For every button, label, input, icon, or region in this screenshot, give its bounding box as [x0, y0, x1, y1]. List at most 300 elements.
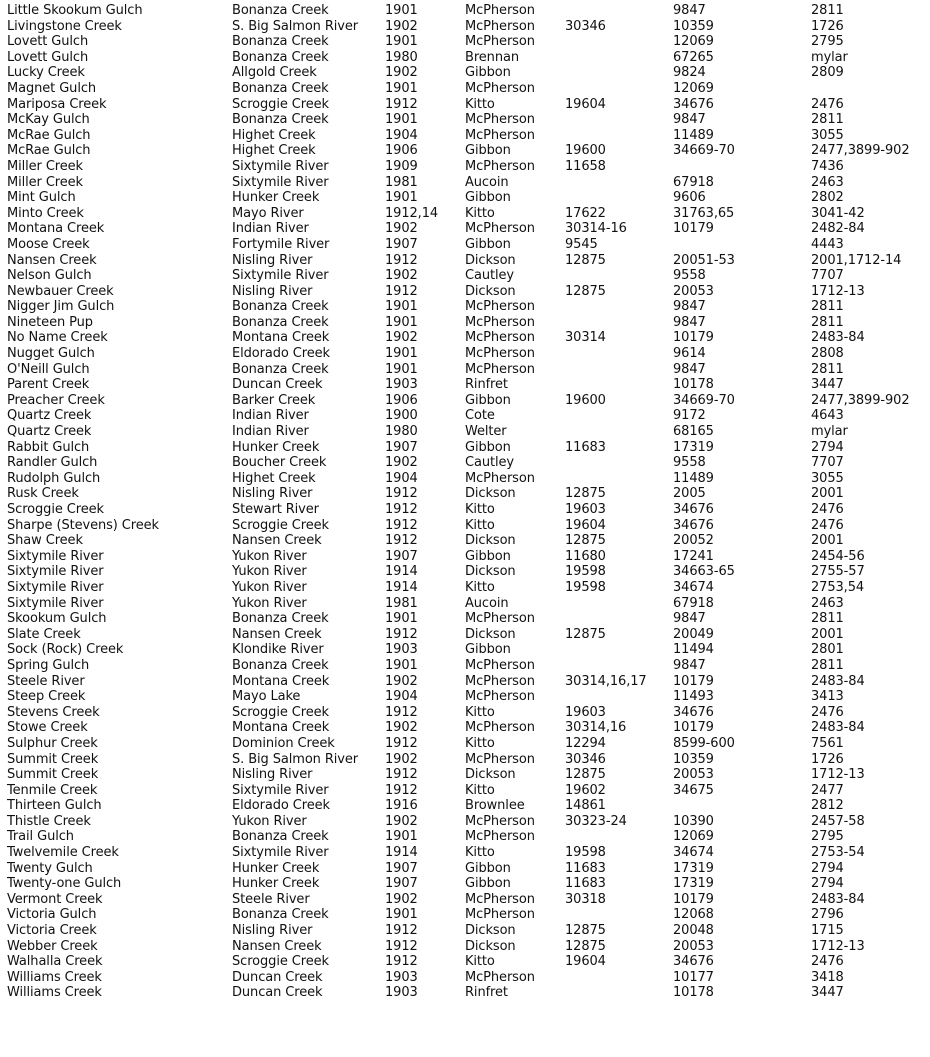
- surveyor-cell: Brennan: [465, 49, 519, 65]
- reference-c-cell: 1712-13: [811, 283, 865, 299]
- creek-name-cell: Sock (Rock) Creek: [7, 642, 124, 658]
- reference-a-cell: 19602: [565, 782, 606, 798]
- reference-b-cell: 17319: [673, 439, 714, 455]
- table-row: [0, 143, 930, 159]
- creek-name-cell: Parent Creek: [7, 377, 90, 393]
- table-row: [0, 486, 930, 502]
- reference-c-cell: 2483-84: [811, 720, 865, 736]
- year-cell: 1906: [385, 392, 418, 408]
- tributary-of-cell: Indian River: [232, 221, 309, 237]
- reference-c-cell: 2477,3899-902: [811, 143, 910, 159]
- surveyor-cell: Brownlee: [465, 798, 525, 814]
- table-row: [0, 159, 930, 175]
- table-row: [0, 518, 930, 534]
- table-row: [0, 752, 930, 768]
- year-cell: 1914: [385, 845, 418, 861]
- tributary-of-cell: Sixtymile River: [232, 845, 329, 861]
- table-row: [0, 705, 930, 721]
- year-cell: 1903: [385, 642, 418, 658]
- tributary-of-cell: Montana Creek: [232, 720, 330, 736]
- reference-b-cell: 10178: [673, 377, 714, 393]
- reference-a-cell: [565, 985, 673, 1001]
- reference-c-cell: mylar: [811, 424, 848, 440]
- tributary-of-cell: Yukon River: [232, 579, 307, 595]
- reference-b-cell: 9558: [673, 268, 706, 284]
- reference-b-cell: 12069: [673, 80, 714, 96]
- surveyor-cell: McPherson: [465, 221, 535, 237]
- creek-name-cell: Magnet Gulch: [7, 80, 97, 96]
- reference-b-cell: 12069: [673, 829, 714, 845]
- reference-c-cell: 2476: [811, 502, 844, 517]
- reference-a-cell: [565, 689, 673, 705]
- surveyor-cell: Welter: [465, 424, 507, 440]
- reference-a-cell: 14861: [565, 798, 606, 814]
- table-row: [0, 892, 930, 908]
- year-cell: 1912: [385, 735, 418, 751]
- table-row: [0, 175, 930, 191]
- surveyor-cell: Gibbon: [465, 642, 511, 658]
- creek-name-cell: Williams Creek: [7, 969, 102, 985]
- year-cell: 1902: [385, 891, 418, 907]
- table-row: [0, 533, 930, 549]
- table-row: [0, 580, 930, 596]
- reference-c-cell: 1726: [811, 751, 844, 767]
- surveyor-cell: McPherson: [465, 34, 535, 50]
- tributary-of-cell: Bonanza Creek: [232, 907, 329, 923]
- tributary-of-cell: Scroggie Creek: [232, 704, 329, 720]
- table-row: [0, 393, 930, 409]
- reference-a-cell: 19603: [565, 502, 606, 517]
- reference-a-cell: 19598: [565, 564, 606, 580]
- tributary-of-cell: Nisling River: [232, 767, 313, 783]
- creek-name-cell: Nineteen Pup: [7, 314, 93, 330]
- year-cell: 1902: [385, 330, 418, 346]
- reference-c-cell: 7561: [811, 735, 844, 751]
- reference-b-cell: 9847: [673, 361, 706, 377]
- table-row: [0, 362, 930, 378]
- reference-b-cell: 20051-53: [673, 252, 735, 268]
- tributary-of-cell: Yukon River: [232, 813, 307, 829]
- reference-c-cell: 2457-58: [811, 813, 865, 829]
- surveyor-cell: Cote: [465, 408, 495, 424]
- creek-name-cell: Little Skookum Gulch: [7, 3, 143, 18]
- reference-b-cell: 10179: [673, 891, 714, 907]
- surveyor-cell: Kitto: [465, 782, 495, 798]
- creek-name-cell: Stowe Creek: [7, 720, 88, 736]
- reference-c-cell: 2753-54: [811, 845, 865, 861]
- table-row: [0, 829, 930, 845]
- tributary-of-cell: Bonanza Creek: [232, 611, 329, 627]
- surveyor-cell: McPherson: [465, 299, 535, 315]
- creek-name-cell: Mint Gulch: [7, 190, 76, 206]
- reference-b-cell: 9847: [673, 3, 706, 18]
- year-cell: 1907: [385, 876, 418, 892]
- year-cell: 1901: [385, 657, 418, 673]
- reference-c-cell: 2463: [811, 174, 844, 190]
- surveyor-cell: McPherson: [465, 158, 535, 174]
- reference-b-cell: 67918: [673, 174, 714, 190]
- tributary-of-cell: Eldorado Creek: [232, 346, 330, 362]
- table-row: [0, 268, 930, 284]
- reference-b-cell: 9847: [673, 299, 706, 315]
- year-cell: 1912: [385, 283, 418, 299]
- year-cell: 1912: [385, 782, 418, 798]
- table-row: [0, 720, 930, 736]
- reference-c-cell: mylar: [811, 49, 848, 65]
- creek-name-cell: Sharpe (Stevens) Creek: [7, 517, 159, 533]
- surveyor-cell: McPherson: [465, 907, 535, 923]
- reference-c-cell: 2753,54: [811, 579, 865, 595]
- creek-name-cell: Walhalla Creek: [7, 954, 103, 970]
- reference-a-cell: 12875: [565, 938, 606, 954]
- reference-c-cell: 2483-84: [811, 673, 865, 689]
- tributary-of-cell: Indian River: [232, 424, 309, 440]
- surveyor-cell: Rinfret: [465, 377, 508, 393]
- reference-b-cell: 11493: [673, 689, 714, 705]
- creek-name-cell: Nugget Gulch: [7, 346, 95, 362]
- surveyor-cell: Rinfret: [465, 985, 508, 1001]
- creek-name-cell: McRae Gulch: [7, 143, 91, 159]
- tributary-of-cell: S. Big Salmon River: [232, 18, 359, 34]
- reference-a-cell: 12875: [565, 533, 606, 549]
- surveyor-cell: Gibbon: [465, 860, 511, 876]
- reference-a-cell: 12875: [565, 767, 606, 783]
- year-cell: 1902: [385, 813, 418, 829]
- reference-b-cell: 17241: [673, 548, 714, 564]
- year-cell: 1900: [385, 408, 418, 424]
- surveyor-cell: McPherson: [465, 751, 535, 767]
- year-cell: 1903: [385, 969, 418, 985]
- tributary-of-cell: Scroggie Creek: [232, 954, 329, 970]
- surveyor-cell: McPherson: [465, 720, 535, 736]
- table-row: [0, 502, 930, 518]
- surveyor-cell: Dickson: [465, 533, 516, 549]
- reference-a-cell: 19600: [565, 392, 606, 408]
- reference-b-cell: 68165: [673, 424, 714, 440]
- year-cell: 1909: [385, 158, 418, 174]
- year-cell: 1901: [385, 361, 418, 377]
- year-cell: 1901: [385, 314, 418, 330]
- reference-b-cell: 10359: [673, 751, 714, 767]
- year-cell: 1902: [385, 65, 418, 81]
- reference-b-cell: 9172: [673, 408, 706, 424]
- reference-b-cell: 34674: [673, 579, 714, 595]
- reference-b-cell: 34669-70: [673, 392, 735, 408]
- tributary-of-cell: Barker Creek: [232, 392, 316, 408]
- surveyor-cell: Dickson: [465, 767, 516, 783]
- reference-b-cell: 67918: [673, 595, 714, 611]
- year-cell: 1912: [385, 486, 418, 502]
- table-row: [0, 299, 930, 315]
- reference-b-cell: 34676: [673, 954, 714, 970]
- year-cell: 1903: [385, 985, 418, 1001]
- creek-name-cell: Spring Gulch: [7, 657, 90, 673]
- creek-index-table: [0, 3, 930, 1001]
- surveyor-cell: Kitto: [465, 517, 495, 533]
- reference-c-cell: 2811: [811, 657, 844, 673]
- tributary-of-cell: Bonanza Creek: [232, 80, 329, 96]
- surveyor-cell: Kitto: [465, 205, 495, 221]
- creek-name-cell: Lovett Gulch: [7, 34, 89, 50]
- year-cell: 1901: [385, 34, 418, 50]
- tributary-of-cell: Hunker Creek: [232, 860, 320, 876]
- reference-b-cell: 11494: [673, 642, 714, 658]
- year-cell: 1907: [385, 236, 418, 252]
- reference-c-cell: 1726: [811, 18, 844, 34]
- reference-a-cell: [565, 175, 673, 191]
- reference-b-cell: 20049: [673, 626, 714, 642]
- surveyor-cell: Kitto: [465, 704, 495, 720]
- tributary-of-cell: Highet Creek: [232, 127, 316, 143]
- reference-a-cell: 19598: [565, 845, 606, 861]
- tributary-of-cell: Bonanza Creek: [232, 3, 329, 18]
- reference-c-cell: 2476: [811, 517, 844, 533]
- year-cell: 1912: [385, 954, 418, 970]
- reference-c-cell: 2476: [811, 704, 844, 720]
- tributary-of-cell: Yukon River: [232, 564, 307, 580]
- reference-a-cell: 30323-24: [565, 813, 627, 829]
- tributary-of-cell: Sixtymile River: [232, 268, 329, 284]
- tributary-of-cell: Bonanza Creek: [232, 49, 329, 65]
- tributary-of-cell: Eldorado Creek: [232, 798, 330, 814]
- table-row: [0, 783, 930, 799]
- reference-c-cell: 4443: [811, 236, 844, 252]
- reference-b-cell: 20053: [673, 938, 714, 954]
- year-cell: 1901: [385, 190, 418, 206]
- creek-name-cell: Sixtymile River: [7, 548, 104, 564]
- creek-name-cell: Tenmile Creek: [7, 782, 98, 798]
- reference-a-cell: [565, 112, 673, 128]
- table-row: [0, 19, 930, 35]
- tributary-of-cell: Duncan Creek: [232, 377, 323, 393]
- tributary-of-cell: Sixtymile River: [232, 158, 329, 174]
- reference-c-cell: 2794: [811, 876, 844, 892]
- reference-b-cell: 10177: [673, 969, 714, 985]
- surveyor-cell: Aucoin: [465, 174, 509, 190]
- year-cell: 1901: [385, 346, 418, 362]
- surveyor-cell: Gibbon: [465, 65, 511, 81]
- table-row: [0, 861, 930, 877]
- reference-a-cell: 11680: [565, 548, 606, 564]
- reference-c-cell: 2811: [811, 314, 844, 330]
- reference-a-cell: 30314,16: [565, 720, 627, 736]
- reference-a-cell: 19600: [565, 143, 606, 159]
- reference-c-cell: 3055: [811, 127, 844, 143]
- reference-a-cell: 19604: [565, 954, 606, 970]
- year-cell: 1901: [385, 112, 418, 128]
- table-row: [0, 596, 930, 612]
- reference-c-cell: 3413: [811, 689, 844, 705]
- surveyor-cell: McPherson: [465, 470, 535, 486]
- table-row: [0, 221, 930, 237]
- table-row: [0, 736, 930, 752]
- reference-b-cell: 10390: [673, 813, 714, 829]
- reference-c-cell: 1715: [811, 923, 844, 939]
- table-row: [0, 128, 930, 144]
- tributary-of-cell: Hunker Creek: [232, 190, 320, 206]
- reference-a-cell: [565, 3, 673, 19]
- year-cell: 1902: [385, 455, 418, 471]
- year-cell: 1901: [385, 829, 418, 845]
- year-cell: 1903: [385, 377, 418, 393]
- reference-a-cell: 12294: [565, 735, 606, 751]
- tributary-of-cell: Mayo River: [232, 205, 304, 221]
- table-row: [0, 689, 930, 705]
- surveyor-cell: Cautley: [465, 455, 514, 471]
- reference-c-cell: 2811: [811, 611, 844, 627]
- reference-c-cell: 1712-13: [811, 938, 865, 954]
- reference-b-cell: 10179: [673, 221, 714, 237]
- tributary-of-cell: Steele River: [232, 891, 310, 907]
- creek-name-cell: Rudolph Gulch: [7, 470, 101, 486]
- year-cell: 1912: [385, 767, 418, 783]
- reference-a-cell: [565, 81, 673, 97]
- reference-b-cell: 10179: [673, 673, 714, 689]
- reference-b-cell: 34675: [673, 782, 714, 798]
- tributary-of-cell: Allgold Creek: [232, 65, 317, 81]
- creek-name-cell: Sixtymile River: [7, 579, 104, 595]
- year-cell: 1912: [385, 938, 418, 954]
- surveyor-cell: Aucoin: [465, 595, 509, 611]
- table-row: [0, 674, 930, 690]
- tributary-of-cell: Hunker Creek: [232, 439, 320, 455]
- reference-a-cell: [565, 658, 673, 674]
- table-row: [0, 564, 930, 580]
- surveyor-cell: Kitto: [465, 954, 495, 970]
- creek-name-cell: O'Neill Gulch: [7, 361, 90, 377]
- creek-name-cell: Thirteen Gulch: [7, 798, 102, 814]
- reference-b-cell: 10178: [673, 985, 714, 1001]
- reference-c-cell: 2483-84: [811, 891, 865, 907]
- reference-b-cell: 9847: [673, 657, 706, 673]
- surveyor-cell: Gibbon: [465, 143, 511, 159]
- reference-a-cell: 19604: [565, 517, 606, 533]
- year-cell: 1907: [385, 439, 418, 455]
- year-cell: 1912: [385, 533, 418, 549]
- surveyor-cell: McPherson: [465, 969, 535, 985]
- creek-name-cell: Quartz Creek: [7, 408, 92, 424]
- creek-name-cell: Scroggie Creek: [7, 502, 104, 517]
- reference-c-cell: 2811: [811, 299, 844, 315]
- creek-name-cell: Twelvemile Creek: [7, 845, 119, 861]
- tributary-of-cell: Duncan Creek: [232, 985, 323, 1001]
- surveyor-cell: McPherson: [465, 112, 535, 128]
- reference-b-cell: 34663-65: [673, 564, 735, 580]
- table-row: [0, 985, 930, 1001]
- reference-b-cell: 20048: [673, 923, 714, 939]
- reference-a-cell: [565, 471, 673, 487]
- reference-c-cell: 2477: [811, 782, 844, 798]
- creek-name-cell: Quartz Creek: [7, 424, 92, 440]
- reference-a-cell: [565, 377, 673, 393]
- reference-b-cell: 10359: [673, 18, 714, 34]
- reference-a-cell: [565, 907, 673, 923]
- year-cell: 1907: [385, 548, 418, 564]
- table-row: [0, 3, 930, 19]
- creek-name-cell: Vermont Creek: [7, 891, 103, 907]
- creek-name-cell: Nelson Gulch: [7, 268, 92, 284]
- year-cell: 1914: [385, 579, 418, 595]
- tributary-of-cell: Sixtymile River: [232, 174, 329, 190]
- reference-a-cell: 12875: [565, 486, 606, 502]
- reference-b-cell: 9847: [673, 314, 706, 330]
- tributary-of-cell: Montana Creek: [232, 330, 330, 346]
- table-row: [0, 642, 930, 658]
- reference-c-cell: 3447: [811, 377, 844, 393]
- tributary-of-cell: Nisling River: [232, 486, 313, 502]
- creek-name-cell: Preacher Creek: [7, 392, 105, 408]
- creek-name-cell: Victoria Creek: [7, 923, 97, 939]
- reference-c-cell: 1712-13: [811, 767, 865, 783]
- tributary-of-cell: Klondike River: [232, 642, 324, 658]
- creek-name-cell: Steele River: [7, 673, 85, 689]
- year-cell: 1902: [385, 751, 418, 767]
- year-cell: 1912: [385, 252, 418, 268]
- tributary-of-cell: Boucher Creek: [232, 455, 327, 471]
- table-row: [0, 627, 930, 643]
- reference-a-cell: 30314,16,17: [565, 673, 647, 689]
- reference-c-cell: 7436: [811, 158, 844, 174]
- reference-b-cell: 34676: [673, 517, 714, 533]
- reference-c-cell: 2795: [811, 829, 844, 845]
- table-row: [0, 408, 930, 424]
- surveyor-cell: Gibbon: [465, 439, 511, 455]
- reference-a-cell: 30318: [565, 891, 606, 907]
- surveyor-cell: Dickson: [465, 283, 516, 299]
- creek-name-cell: Miller Creek: [7, 174, 83, 190]
- creek-name-cell: Shaw Creek: [7, 533, 83, 549]
- table-row: [0, 440, 930, 456]
- table-row: [0, 206, 930, 222]
- year-cell: 1981: [385, 595, 418, 611]
- surveyor-cell: McPherson: [465, 657, 535, 673]
- reference-b-cell: 20052: [673, 533, 714, 549]
- creek-name-cell: Moose Creek: [7, 236, 90, 252]
- reference-b-cell: 9614: [673, 346, 706, 362]
- reference-a-cell: 11683: [565, 439, 606, 455]
- creek-name-cell: Lovett Gulch: [7, 49, 89, 65]
- table-row: [0, 845, 930, 861]
- year-cell: 1901: [385, 907, 418, 923]
- table-row: [0, 970, 930, 986]
- surveyor-cell: Cautley: [465, 268, 514, 284]
- reference-c-cell: 2755-57: [811, 564, 865, 580]
- table-row: [0, 50, 930, 66]
- reference-c-cell: 2811: [811, 112, 844, 128]
- tributary-of-cell: Bonanza Creek: [232, 314, 329, 330]
- reference-b-cell: 8599-600: [673, 735, 735, 751]
- table-row: [0, 65, 930, 81]
- reference-a-cell: 11683: [565, 860, 606, 876]
- tributary-of-cell: Duncan Creek: [232, 969, 323, 985]
- reference-b-cell: 17319: [673, 860, 714, 876]
- reference-b-cell: 34676: [673, 502, 714, 517]
- tributary-of-cell: Nisling River: [232, 923, 313, 939]
- year-cell: 1902: [385, 18, 418, 34]
- reference-c-cell: 2796: [811, 907, 844, 923]
- reference-c-cell: 2476: [811, 954, 844, 970]
- creek-name-cell: Twenty-one Gulch: [7, 876, 122, 892]
- reference-a-cell: 30314-16: [565, 221, 627, 237]
- table-row: [0, 112, 930, 128]
- surveyor-cell: McPherson: [465, 891, 535, 907]
- tributary-of-cell: Bonanza Creek: [232, 34, 329, 50]
- reference-c-cell: 2794: [811, 860, 844, 876]
- reference-a-cell: 30346: [565, 751, 606, 767]
- surveyor-cell: McPherson: [465, 829, 535, 845]
- tributary-of-cell: Bonanza Creek: [232, 829, 329, 845]
- surveyor-cell: McPherson: [465, 80, 535, 96]
